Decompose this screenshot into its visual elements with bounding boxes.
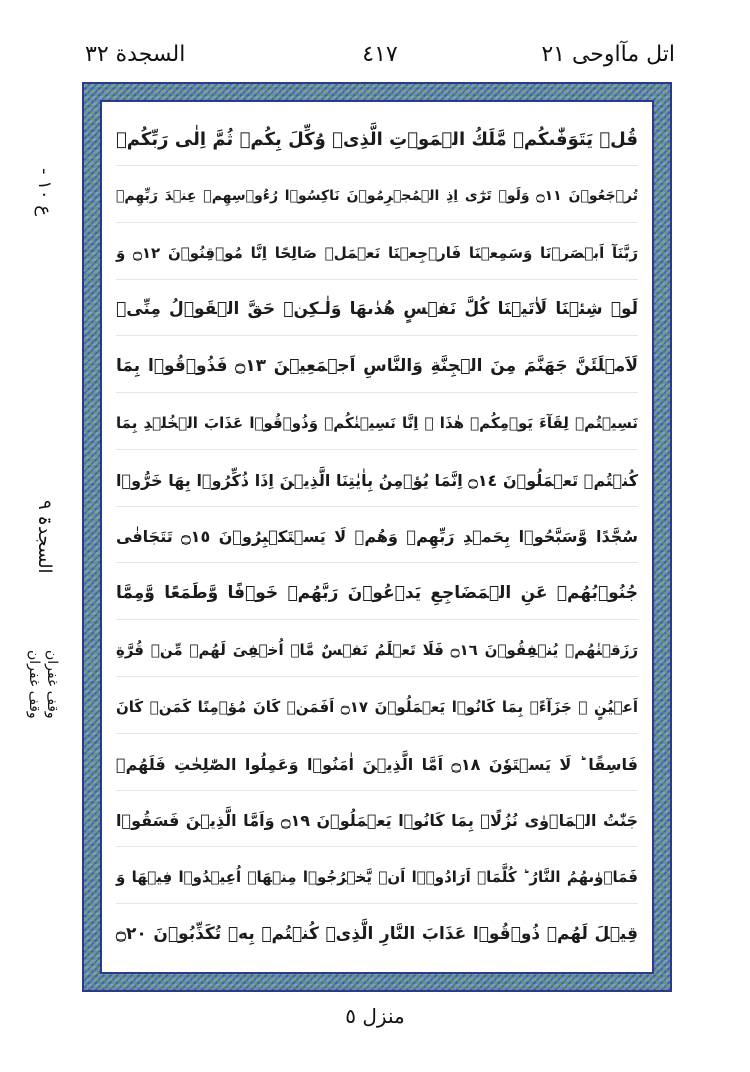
waqf-note-2: وقف غفران xyxy=(26,650,42,719)
text-line: فَاسِقًا ؕ لَا يَسۡتَوٗنَ ۝١٨ اَمَّا الَّذِيۡنَ اٰمَنُوۡا وَعَمِلُوا الصّٰلِحٰتِ فَلَهُمۡ xyxy=(116,739,638,791)
text-line: جَنّٰتُ الۡمَاۡوٰى نُزُلًاۢ بِمَا كَانُوۡا يَعۡمَلُوۡنَ ۝١٩ وَاَمَّا الَّذِيۡنَ فَسَقُوۡا xyxy=(116,795,638,847)
text-line: رَبَّنَآ اَبۡصَرۡنَا وَسَمِعۡنَا فَارۡجِعۡنَا نَعۡمَلۡ صَالِحًا اِنَّا مُوۡقِنُوۡنَ ۝١٢ وَ xyxy=(116,228,638,280)
text-line: كُنۡتُمۡ تَعۡمَلُوۡنَ ۝١٤ اِنَّمَا يُؤۡمِنُ بِاٰيٰتِنَا الَّذِيۡنَ اِذَا ذُكِّرُوۡا بِهَا خَرُّوۡا xyxy=(116,455,638,507)
text-line: تُرۡجَعُوۡنَ ۝١١ وَلَوۡ تَرٰٓى اِذِ الۡمُجۡرِمُوۡنَ نَاكِسُوۡا رُءُوۡسِهِمۡ عِنۡدَ رَبِّهِمۡ xyxy=(116,171,638,223)
text-line: نَسِيۡتُمۡ لِقَآءَ يَوۡمِكُمۡ هٰذَا ۚ اِنَّا نَسِيۡنٰكُمۡ وَذُوۡقُوۡا عَذَابَ الۡخُلۡدِ بِمَا xyxy=(116,398,638,450)
text-line: لَوۡ شِئۡنَا لَاٰتَيۡنَا كُلَّ نَفۡسٍ هُدٰٮهَا وَلٰـكِنۡ حَقَّ الۡقَوۡلُ مِنِّىۡ xyxy=(116,284,638,336)
ruku-marker: ع ١٠ - xyxy=(34,168,55,217)
waqf-note: وقف غفران xyxy=(44,650,60,719)
para-name: اتل مآاوحی ٢١ xyxy=(541,42,675,67)
text-line: جُنُوۡبُهُمۡ عَنِ الۡمَضَاجِعِ يَدۡعُوۡنَ رَبَّهُمۡ خَوۡفًا وَّطَمَعًا وَّمِمَّا xyxy=(116,568,638,620)
text-line: سُجَّدًا وَّسَبَّحُوۡا بِحَمۡدِ رَبِّهِمۡ وَهُمۡ لَا يَسۡتَكۡبِرُوۡنَ ۝١٥ تَتَجَافٰى xyxy=(116,511,638,563)
text-line: قِيۡلَ لَهُمۡ ذُوۡقُوۡا عَذَابَ النَّارِ الَّذِىۡ كُنۡتُمۡ بِهٖ تُكَذِّبُوۡنَ ۝٢٠ xyxy=(116,923,638,944)
page-header xyxy=(85,38,675,78)
surah-name: السجدة ٣٢ xyxy=(85,42,186,67)
text-line: لَاَمۡلَئَنَّ جَهَنَّمَ مِنَ الۡجِنَّةِ وَالنَّاسِ اَجۡمَعِيۡنَ ۝١٣ فَذُوۡقُوۡا بِمَا xyxy=(116,341,638,393)
manzil-footer: منزل ٥ xyxy=(345,1004,405,1028)
text-line: رَزَقۡنٰهُمۡ يُنۡفِقُوۡنَ ۝١٦ فَلَا تَعۡلَمُ نَفۡسٌ مَّاۤ اُخۡفِىَ لَهُمۡ مِّنۡ قُرَّةِ xyxy=(116,625,638,677)
text-line: اَعۡيُنٍ ۚ جَزَآءًۢ بِمَا كَانُوۡا يَعۡمَلُوۡنَ ۝١٧ اَفَمَنۡ كَانَ مُؤۡمِنًا كَمَنۡ كَانَ xyxy=(116,682,638,734)
sajda-marker: السجدۃ ٩ xyxy=(34,500,55,574)
text-panel xyxy=(100,100,654,974)
text-line: فَمَاۡوٰٮهُمُ النَّارُ ؕ كُلَّمَاۤ اَرَادُوۡۤا اَنۡ يَّخۡرُجُوۡا مِنۡهَاۤ اُعِيۡدُوۡا فِيۡهَا وَ xyxy=(116,852,638,904)
ornamental-frame xyxy=(82,82,672,992)
page-number: ٤١٧ xyxy=(362,42,398,67)
text-line: قُلۡ يَتَوَفّٰىكُمۡ مَّلَكُ الۡمَوۡتِ الَّذِىۡ وُكِّلَ بِكُمۡ ثُمَّ اِلٰى رَبِّكُمۡ xyxy=(116,114,638,166)
